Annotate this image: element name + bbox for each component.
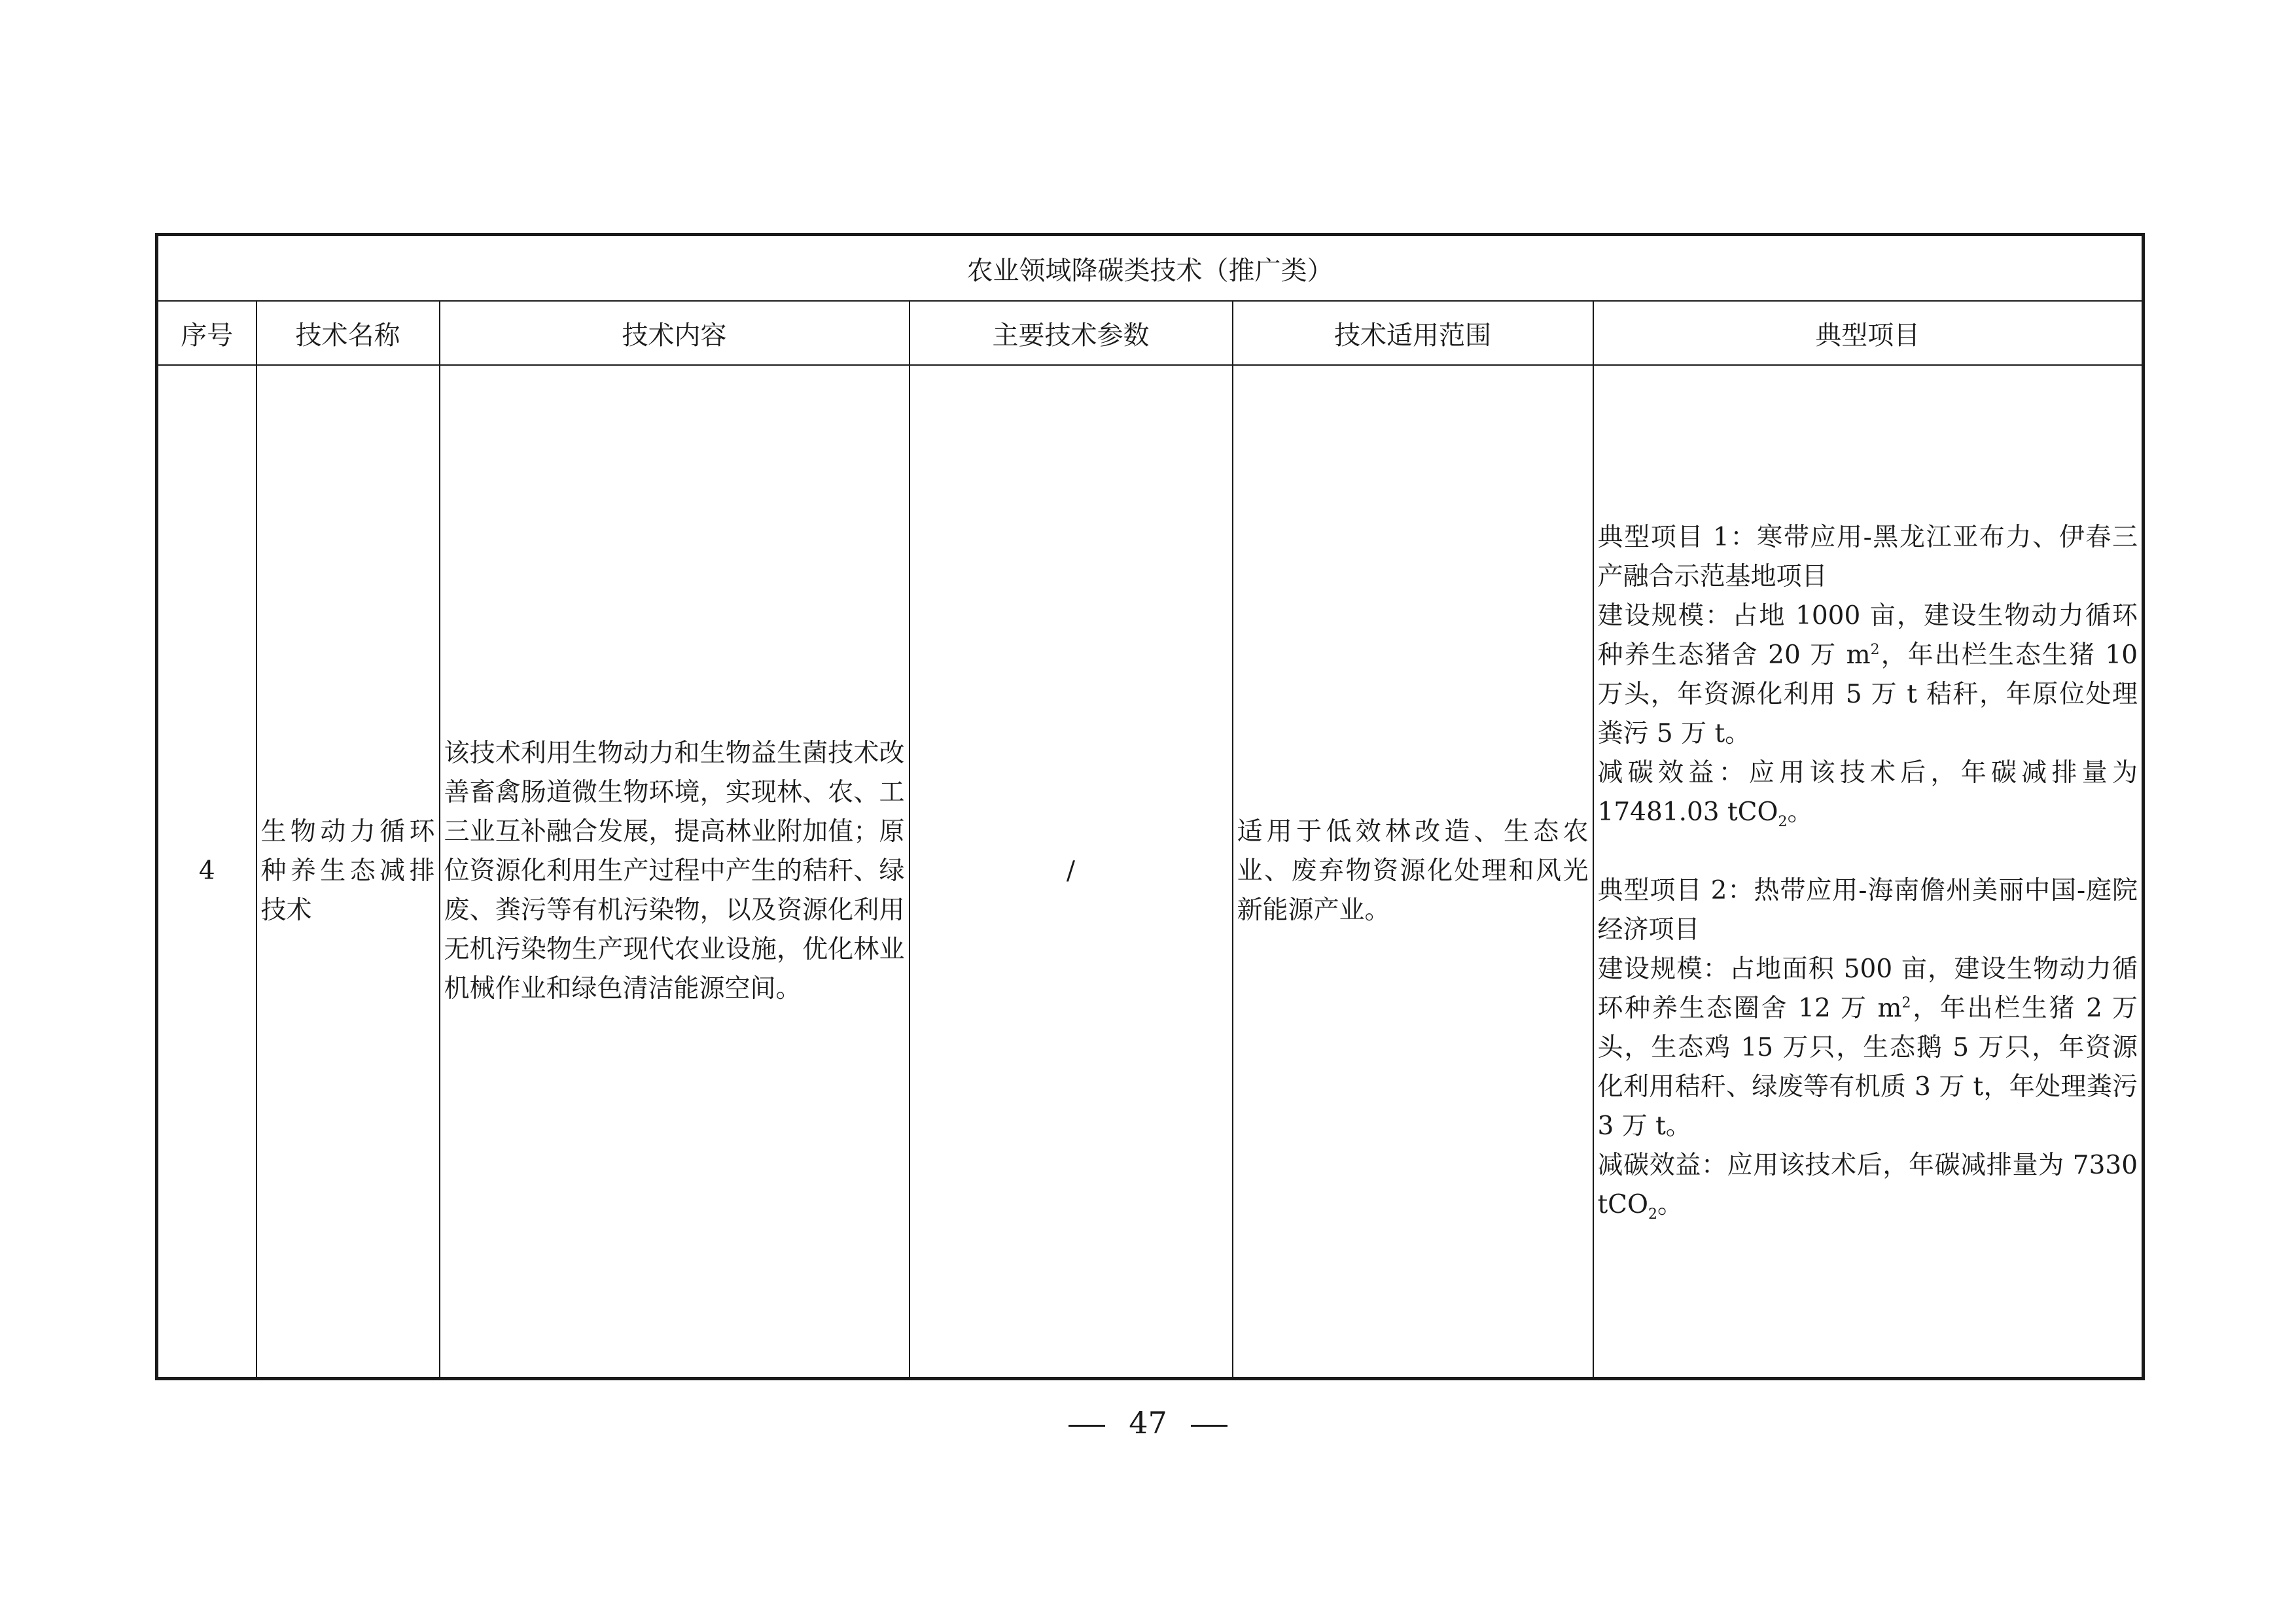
project-2-title: 典型项目 2：热带应用-海南儋州美丽中国-庭院经济项目 [1597,876,2138,945]
project-2-benefit-end: 。 [1657,1190,1684,1219]
project-1-scale-sup: 2 [1870,642,1880,658]
table-title-row [157,235,2144,302]
project-2-scale-text-end: ，年出栏生猪 2 万头，生态鸡 15 万只，生态鹅 5 万只，年资源化利用秸秆、绿废等有机质 3 万 t，年处理粪污 3 万 t。 [1597,994,2138,1141]
project-2-scale [1598,950,2138,1146]
project-1-benefit-sub: 2 [1778,813,1788,830]
project-2-scale-text: 建设规模：占地面积 500 亩，建设生物动力循环种养生态圈舍 12 万 m [1597,954,2138,1023]
cell-tech-name: 生物动力循环种养生态减排技术 [256,365,440,1379]
table-header-row [157,301,2144,365]
header-num: 序号 [157,301,256,365]
page-number-text: 47 [1129,1405,1167,1440]
cell-params: / [910,365,1233,1379]
project-1-scale-text-end: ，年出栏生态生猪 10 万头，年资源化利用 5 万 t 秸秆，年原位处理粪污 5 万 t。 [1597,640,2138,748]
header-params: 主要技术参数 [910,301,1233,365]
project-2-benefit-sub: 2 [1648,1206,1657,1223]
project-1-scale-text: 建设规模：占地 1000 亩，建设生物动力循环种养生态猪舍 20 万 m [1597,601,2138,670]
header-content: 技术内容 [440,301,910,365]
tech-table [155,233,2145,1380]
table-row [157,365,2144,1379]
project-1-benefit-end: 。 [1787,797,1813,827]
project-2-scale-sup: 2 [1901,995,1911,1011]
cell-scope: 适用于低效林改造、生态农业、废弃物资源化处理和风光新能源产业。 [1233,365,1593,1379]
header-name: 技术名称 [256,301,440,365]
table-title: 农业领域降碳类技术（推广类） [157,235,2144,302]
project-2-benefit [1598,1146,2138,1225]
project-1-title: 典型项目 1：寒带应用-黑龙江亚布力、伊春三产融合示范基地项目 [1597,523,2138,591]
page-number-dash-left [1069,1425,1105,1427]
project-1-benefit [1598,754,2138,832]
header-projects: 典型项目 [1593,301,2144,365]
project-2-benefit-text: 减碳效益：应用该技术后，年碳减排量为 7330 tCO [1597,1151,2138,1219]
header-scope: 技术适用范围 [1233,301,1593,365]
cell-num: 4 [157,365,256,1379]
page-number-dash-right [1191,1425,1227,1427]
cell-projects [1593,365,2144,1379]
cell-tech-content: 该技术利用生物动力和生物益生菌技术改善畜禽肠道微生物环境，实现林、农、工三业互补融合发展，提高林业附加值；原位资源化利用生产过程中产生的秸秆、绿废、粪污等有机污染物，以及资源化利用无机污染物生产现代农业设施，优化林业机械作业和绿色清洁能源空间。 [440,365,910,1379]
page-number [0,1405,2296,1440]
project-1-scale [1598,597,2138,754]
project-separator [1598,832,2138,871]
project-1-benefit-text: 减碳效益：应用该技术后，年碳减排量为 17481.03 tCO [1597,758,2138,827]
